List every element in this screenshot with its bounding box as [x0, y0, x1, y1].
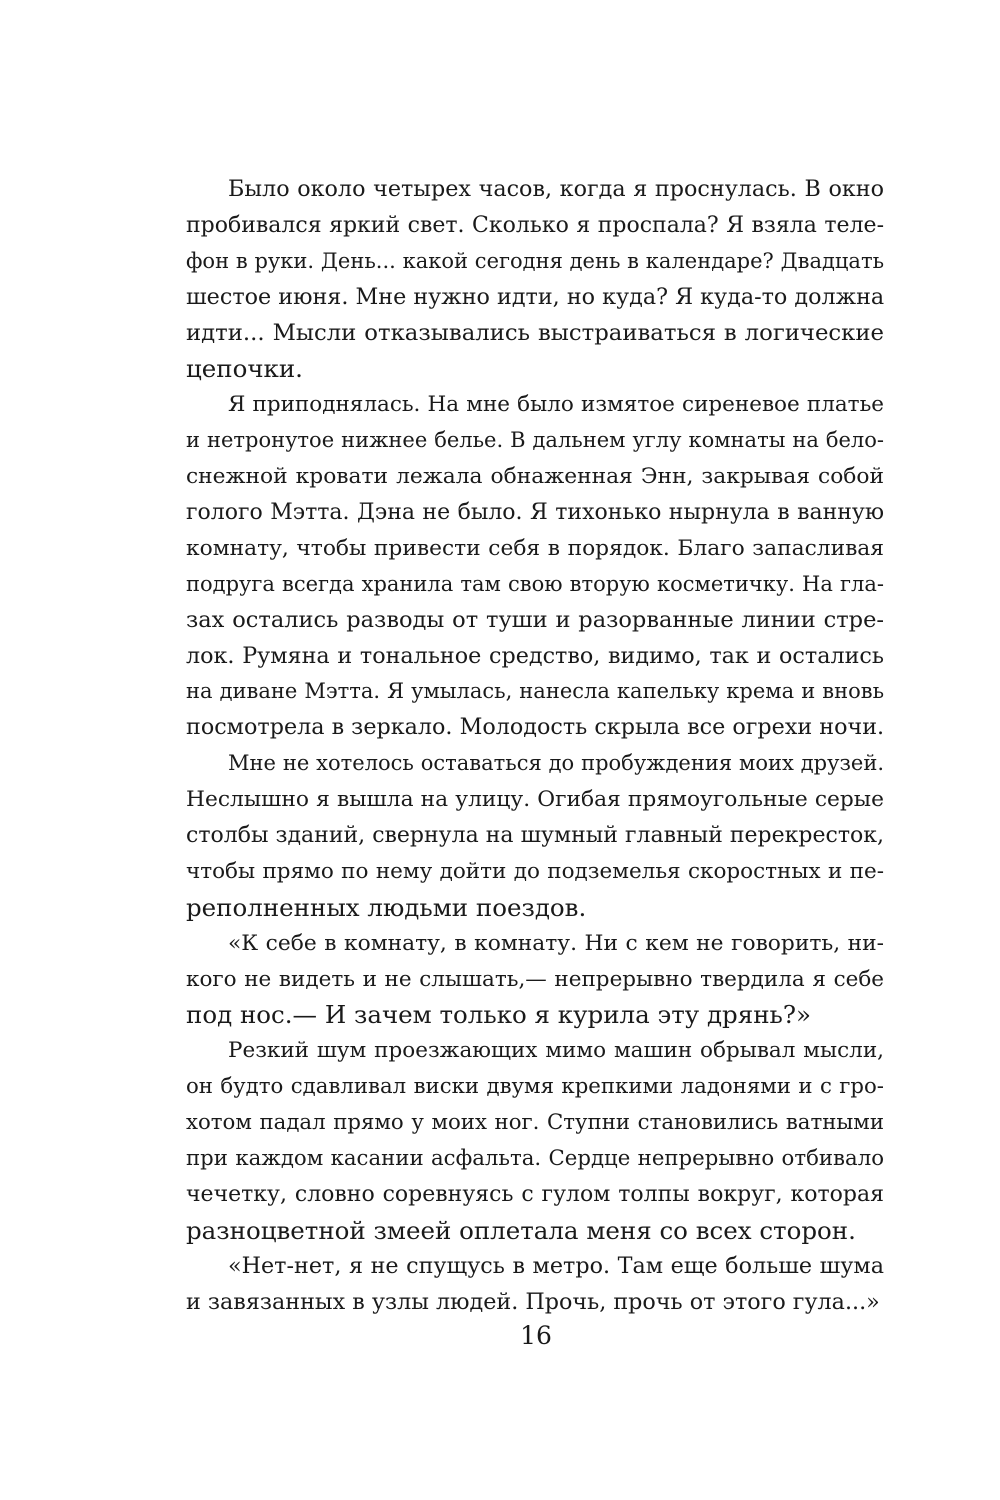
- text-line: фон в руки. День... какой сегодня день в календаре? Двадцать: [186, 248, 884, 273]
- text-line: посмотрела в зеркало. Молодость скрыла все огрехи ночи.: [186, 714, 885, 741]
- text-line: цепочки.: [186, 354, 303, 384]
- text-line: Было около четырех часов, когда я проснулась. В окно: [228, 176, 884, 202]
- text-line: реполненных людьми поездов.: [186, 892, 587, 922]
- text-line: чтобы прямо по нему дойти до подземелья скоростных и пе-: [186, 858, 884, 884]
- text-line: пробивался яркий свет. Сколько я проспала? Я взяла теле-: [186, 212, 884, 238]
- text-line: Неслышно я вышла на улицу. Огибая прямоугольные серые: [186, 787, 884, 813]
- text-line: кого не видеть и не слышать,— непрерывно твердила я себе: [186, 966, 884, 992]
- text-line: голого Мэтта. Дэна не было. Я тихонько нырнула в ванную: [186, 500, 884, 526]
- text-line: при каждом касании асфальта. Сердце непрерывно отбивало: [186, 1146, 884, 1172]
- text-line: он будто сдавливал виски двумя крепкими ладонями и с гро-: [186, 1074, 884, 1100]
- text-line: чечетку, словно соревнуясь с гулом толпы вокруг, которая: [186, 1181, 884, 1207]
- text-line: Мне не хотелось оставаться до пробуждения моих друзей.: [228, 751, 884, 776]
- text-line: хотом падал прямо у моих ног. Ступни становились ватными: [186, 1110, 884, 1136]
- text-line: шестое июня. Мне нужно идти, но куда? Я куда-то должна: [186, 283, 885, 310]
- text-line: и завязанных в узлы людей. Прочь, прочь от этого гула...»: [186, 1288, 880, 1315]
- text-line: столбы зданий, свернула на шумный главный перекресток,: [186, 823, 884, 849]
- text-line: снежной кровати лежала обнаженная Энн, закрывая собой: [186, 464, 884, 490]
- text-line: на диване Мэтта. Я умылась, нанесла капельку крема и вновь: [186, 679, 884, 704]
- page-number: 16: [520, 1321, 552, 1350]
- text-line: комнату, чтобы привести себя в порядок. Благо запасливая: [186, 535, 884, 561]
- text-line: зах остались разводы от туши и разорванные линии стре-: [186, 606, 884, 633]
- text-line: «Нет-нет, я не спущусь в метро. Там еще больше шума: [228, 1252, 884, 1279]
- body-text: [186, 172, 884, 1321]
- text-line: под нос.— И зачем только я курила эту дрянь?»: [186, 1000, 811, 1030]
- text-line: лок. Румяна и тональное средство, видимо, так и остались: [186, 642, 884, 669]
- text-line: идти... Мысли отказывались выстраиваться в логические: [186, 319, 884, 346]
- text-line: разноцветной змеей оплетала меня со всех сторон.: [186, 1215, 856, 1245]
- text-line: «К себе в комнату, в комнату. Ни с кем не говорить, ни-: [228, 930, 884, 956]
- text-line: Резкий шум проезжающих мимо машин обрывал мысли,: [228, 1038, 884, 1064]
- text-line: Я приподнялась. На мне было измятое сиреневое платье: [228, 392, 884, 418]
- text-line: подруга всегда хранила там свою вторую косметичку. На гла-: [186, 571, 884, 596]
- text-line: и нетронутое нижнее белье. В дальнем углу комнаты на бело-: [186, 428, 884, 453]
